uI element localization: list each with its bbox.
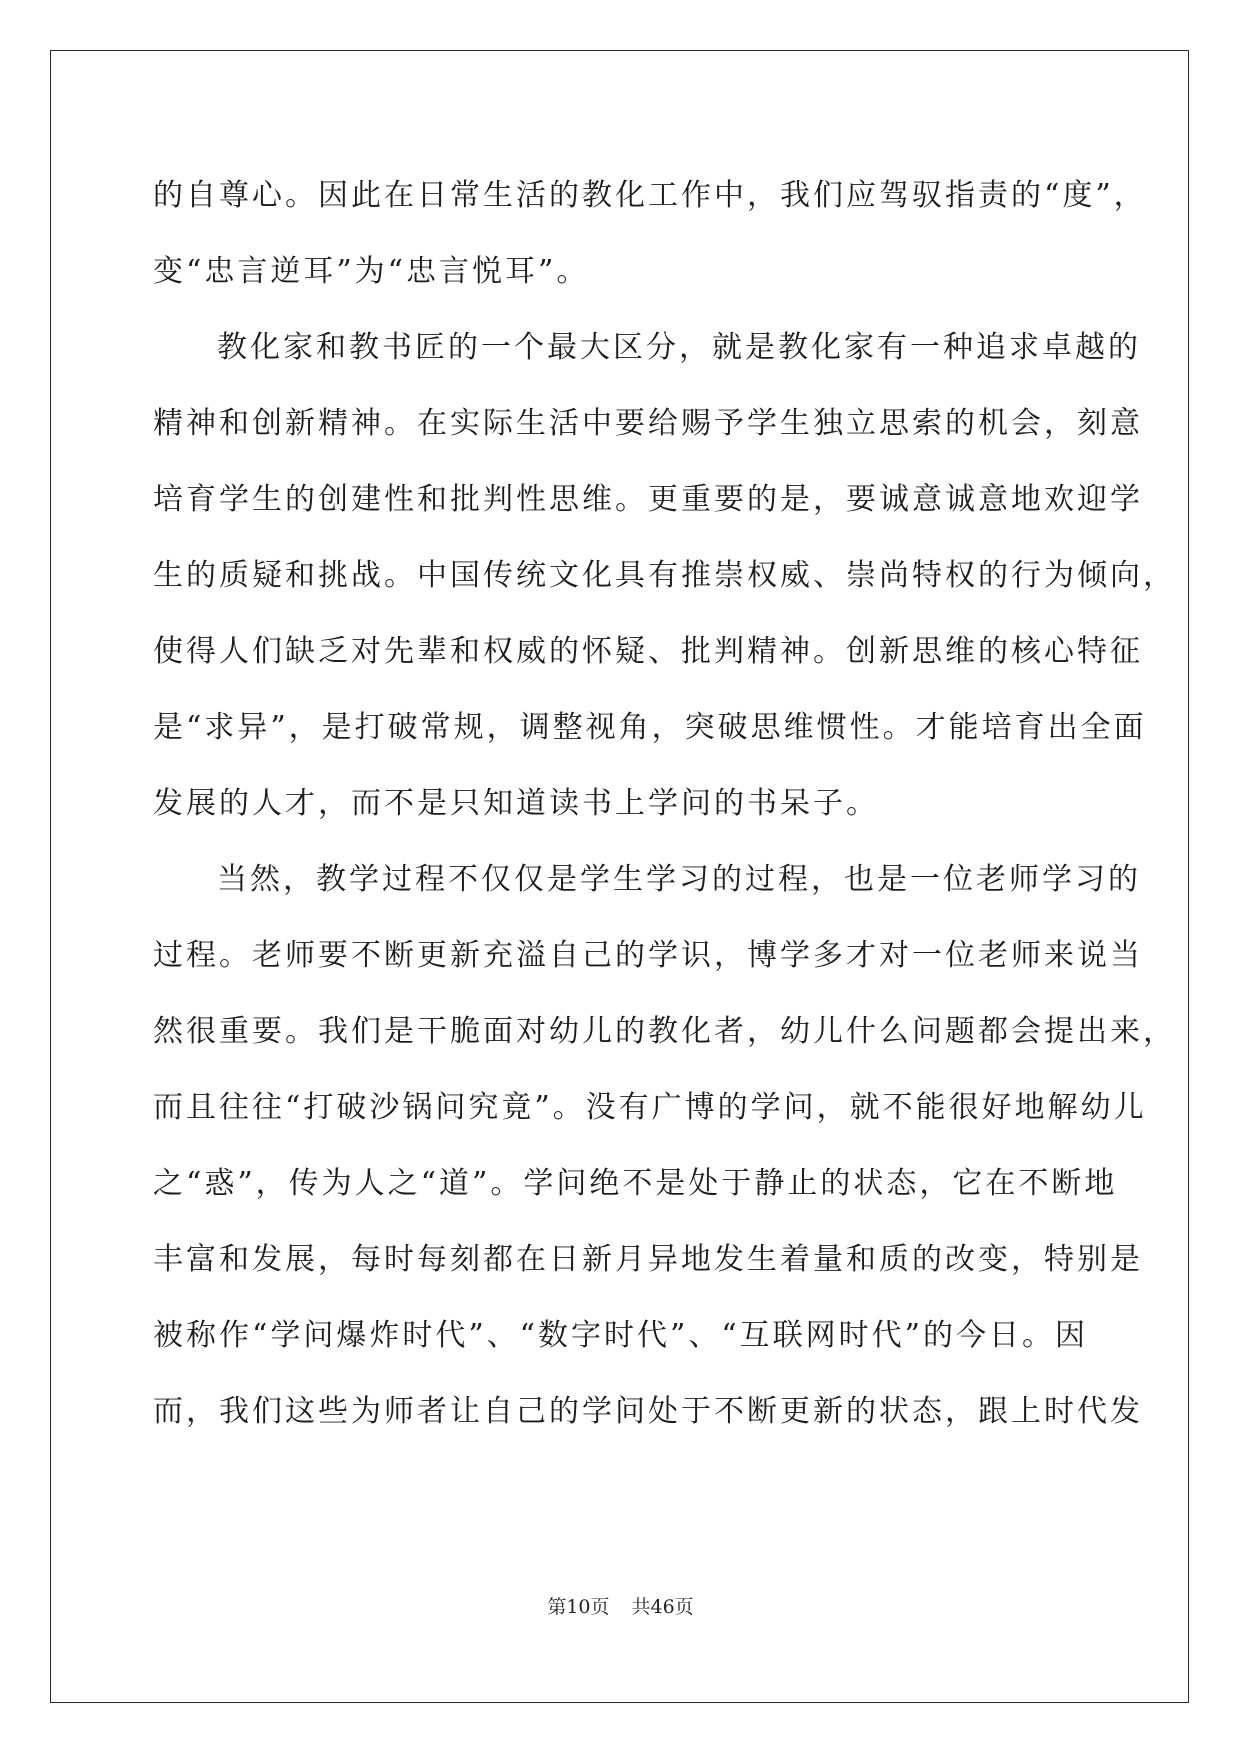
text-line: 培育学生的创建性和批判性思维。更重要的是，要诚意诚意地欢迎学 [153, 482, 1143, 517]
text-line: 精神和创新精神。在实际生活中要给赐予学生独立思索的机会，刻意 [153, 406, 1143, 441]
document-body [153, 158, 1176, 1450]
page-footer [0, 1592, 1241, 1619]
text-line: 然很重要。我们是干脆面对幼儿的教化者，幼儿什么问题都会提出来， [153, 1014, 1176, 1049]
text-line: 过程。老师要不断更新充溢自己的学识，博学多才对一位老师来说当 [153, 938, 1143, 973]
page-total: 共46页 [631, 1596, 694, 1618]
text-line: 是“求异”，是打破常规，调整视角，突破思维惯性。才能培育出全面 [153, 710, 1147, 745]
text-line: 使得人们缺乏对先辈和权威的怀疑、批判精神。创新思维的核心特征 [153, 634, 1143, 669]
text-line: 而且往往“打破沙锅问究竟”。没有广博的学问，就不能很好地解幼儿 [153, 1090, 1147, 1125]
paragraph-start-line: 教化家和教书匠的一个最大区分，就是教化家有一种追求卓越的 [217, 330, 1141, 365]
text-line: 发展的人才，而不是只知道读书上学问的书呆子。 [153, 786, 879, 821]
text-line: 而，我们这些为师者让自己的学问处于不断更新的状态，跟上时代发 [153, 1394, 1143, 1429]
text-line: 丰富和发展，每时每刻都在日新月异地发生着量和质的改变，特别是 [153, 1242, 1143, 1277]
paragraph-start-line: 当然，教学过程不仅仅是学生学习的过程，也是一位老师学习的 [217, 862, 1141, 897]
text-line: 的自尊心。因此在日常生活的教化工作中，我们应驾驭指责的“度”， [153, 178, 1147, 213]
page-number: 第10页 [547, 1596, 610, 1618]
text-line: 变“忠言逆耳”为“忠言悦耳”。 [153, 254, 590, 289]
text-line: 之“惑”，传为人之“道”。学问绝不是处于静止的状态，它在不断地 [153, 1166, 1118, 1201]
text-line: 被称作“学问爆炸时代”、“数字时代”、“互联网时代”的今日。因 [153, 1318, 1089, 1353]
text-line: 生的质疑和挑战。中国传统文化具有推崇权威、崇尚特权的行为倾向， [153, 558, 1176, 593]
